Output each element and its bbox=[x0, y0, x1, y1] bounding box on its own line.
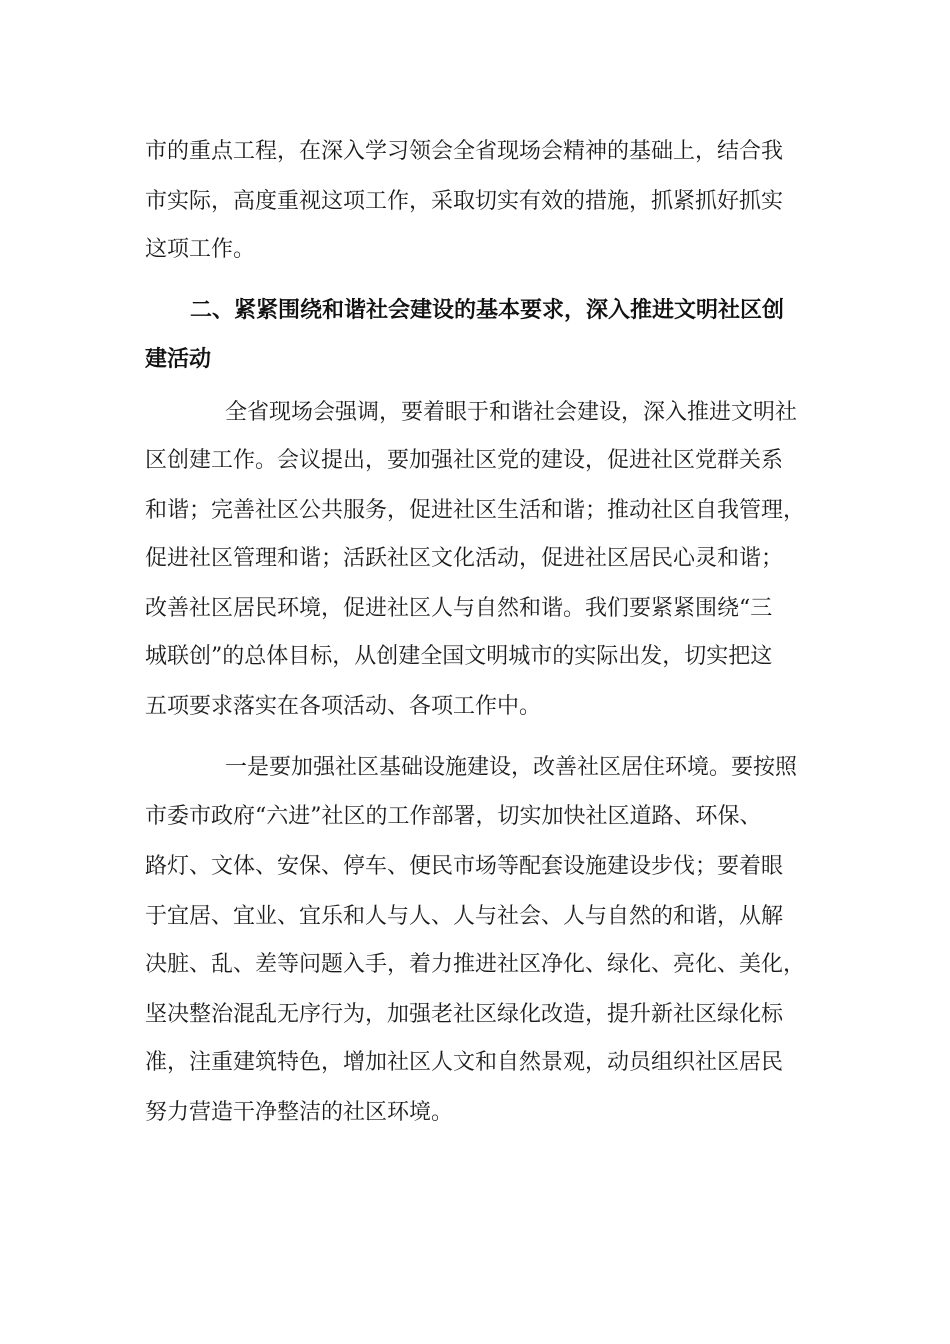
body-text-line: 努力营造干净整洁的社区环境。 bbox=[145, 1100, 454, 1125]
body-text-line: 五项要求落实在各项活动、各项工作中。 bbox=[145, 694, 542, 719]
body-text-line: 这项工作。 bbox=[145, 237, 256, 262]
body-text-line: 市实际，高度重视这项工作，采取切实有效的措施，抓紧抓好抓实 bbox=[145, 189, 784, 214]
body-text-line: 于宜居、宜业、宜乐和人与人、人与社会、人与自然的和谐，从解 bbox=[145, 904, 784, 929]
body-text-line: 路灯、文体、安保、停车、便民市场等配套设施建设步伐；要着眼 bbox=[145, 854, 784, 879]
body-text-line: 全省现场会强调，要着眼于和谐社会建设，深入推进文明社 bbox=[225, 400, 798, 425]
body-text-line: 市的重点工程，在深入学习领会全省现场会精神的基础上，结合我 bbox=[145, 139, 784, 164]
body-text-line: 城联创”的总体目标，从创建全国文明城市的实际出发，切实把这 bbox=[145, 644, 773, 669]
body-text-line: 促进社区管理和谐；活跃社区文化活动，促进社区居民心灵和谐； bbox=[145, 546, 784, 571]
body-text-line: 改善社区居民环境，促进社区人与自然和谐。我们要紧紧围绕“三 bbox=[145, 596, 773, 621]
section-heading: 二、紧紧围绕和谐社会建设的基本要求，深入推进文明社区创 bbox=[190, 298, 785, 323]
body-text-line: 坚决整治混乱无序行为，加强老社区绿化改造，提升新社区绿化标 bbox=[145, 1002, 784, 1027]
body-text-line: 准，注重建筑特色，增加社区人文和自然景观，动员组织社区居民 bbox=[145, 1050, 784, 1075]
body-text-line: 和谐；完善社区公共服务，促进社区生活和谐；推动社区自我管理， bbox=[145, 498, 806, 523]
body-text-line: 区创建工作。会议提出，要加强社区党的建设，促进社区党群关系 bbox=[145, 448, 784, 473]
body-text-line: 决脏、乱、差等问题入手，着力推进社区净化、绿化、亮化、美化， bbox=[145, 952, 806, 977]
body-text-line: 市委市政府“六进”社区的工作部署，切实加快社区道路、环保、 bbox=[145, 804, 762, 829]
section-heading: 建活动 bbox=[145, 347, 212, 372]
body-text-line: 一是要加强社区基础设施建设，改善社区居住环境。要按照 bbox=[225, 755, 798, 780]
